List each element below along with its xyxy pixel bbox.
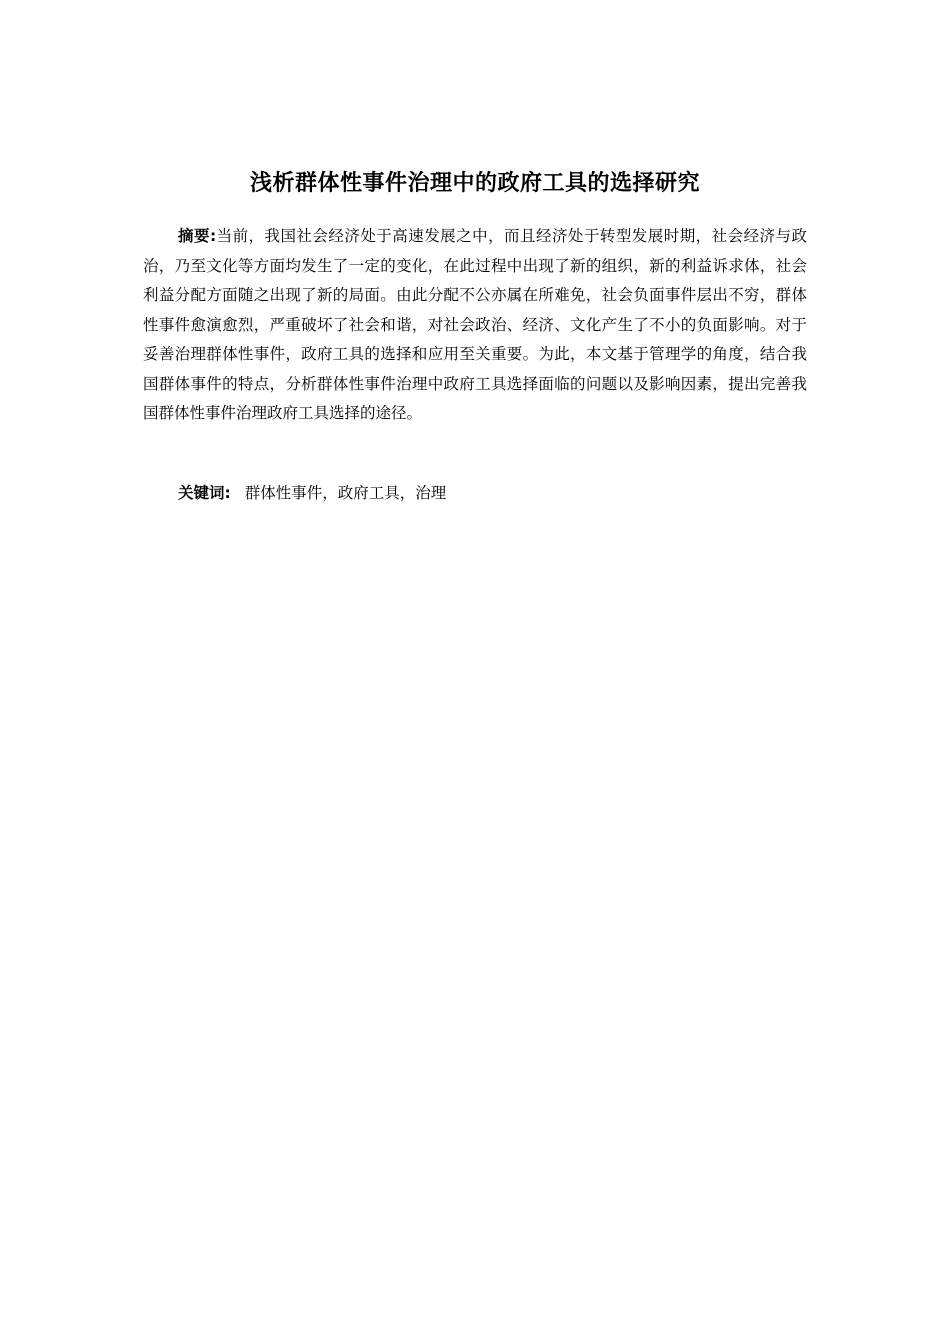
keywords-text: 群体性事件，政府工具，治理 — [244, 484, 447, 502]
keywords-label: 关键词: — [178, 484, 231, 502]
keywords-line — [178, 479, 446, 509]
abstract-paragraph — [143, 222, 807, 429]
abstract-label: 摘要: — [178, 227, 217, 245]
abstract-text: 当前，我国社会经济处于高速发展之中，而且经济处于转型发展时期，社会经济与政治，乃至文化等方面均发生了一定的变化，在此过程中出现了新的组织，新的利益诉求体，社会利益分配方面随之出现了新的局面。由此分配不公亦属在所难免，社会负面事件层出不穷，群体性事件愈演愈烈，严重破坏了社会和谐，对社会政治、经济、文化产生了不小的负面影响。对于妥善治理群体性事件，政府工具的选择和应用至关重要。为此，本文基于管理学的角度，结合我国群体事件的特点，分析群体性事件治理中政府工具选择面临的问题以及影响因素，提出完善我国群体性事件治理政府工具选择的途径。 — [143, 227, 807, 422]
document-title: 浅析群体性事件治理中的政府工具的选择研究 — [249, 171, 700, 196]
